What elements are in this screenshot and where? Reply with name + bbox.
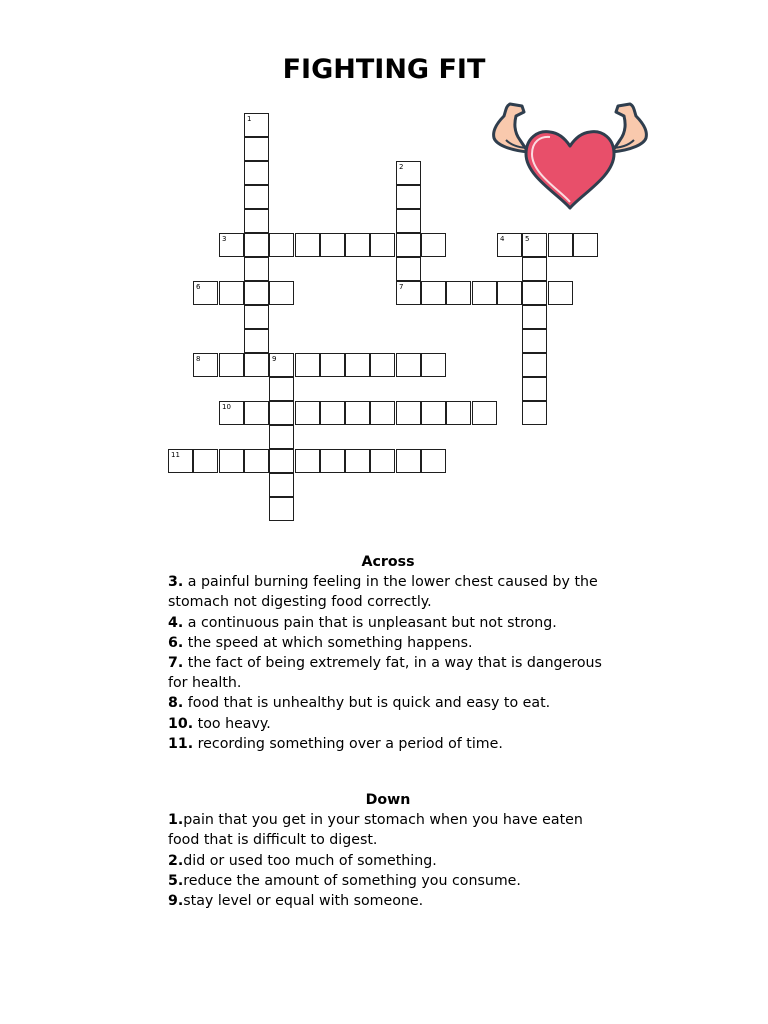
grid-cell[interactable] — [370, 353, 395, 377]
grid-cell[interactable] — [244, 161, 269, 185]
clue-number: 1 — [247, 115, 252, 123]
grid-cell[interactable] — [269, 281, 294, 305]
grid-cell[interactable] — [396, 233, 421, 257]
grid-cell[interactable] — [370, 233, 395, 257]
clue-across-11: 11. recording something over a period of time. — [168, 735, 503, 752]
grid-cell[interactable] — [295, 449, 320, 473]
grid-cell[interactable] — [193, 449, 218, 473]
grid-cell[interactable] — [269, 425, 294, 449]
grid-cell[interactable] — [193, 281, 218, 305]
across-heading: Across — [361, 554, 415, 570]
clue-across-6: 6. the speed at which something happens. — [168, 634, 473, 651]
grid-cell[interactable] — [497, 281, 522, 305]
grid-cell[interactable] — [522, 281, 547, 305]
grid-cell[interactable] — [244, 449, 269, 473]
grid-cell[interactable] — [269, 233, 294, 257]
clue-down-1: 1.pain that you get in your stomach when you have eaten food that is difficult to digest. — [168, 812, 583, 849]
grid-cell[interactable] — [345, 353, 370, 377]
grid-cell[interactable] — [269, 401, 294, 425]
grid-cell[interactable] — [219, 401, 244, 425]
grid-cell[interactable] — [421, 449, 446, 473]
grid-cell[interactable] — [320, 353, 345, 377]
grid-cell[interactable] — [345, 401, 370, 425]
grid-cell[interactable] — [244, 305, 269, 329]
grid-cell[interactable] — [497, 233, 522, 257]
clue-across-4: 4. a continuous pain that is unpleasant but not strong. — [168, 614, 557, 631]
grid-cell[interactable] — [219, 353, 244, 377]
grid-cell[interactable] — [345, 449, 370, 473]
grid-cell[interactable] — [396, 353, 421, 377]
clue-down-5: 5.reduce the amount of something you consume. — [168, 872, 521, 889]
clue-down-9: 9.stay level or equal with someone. — [168, 893, 424, 910]
grid-cell[interactable] — [219, 281, 244, 305]
clue-number: 4 — [500, 235, 505, 243]
grid-cell[interactable] — [522, 233, 547, 257]
grid-cell[interactable] — [522, 257, 547, 281]
grid-cell[interactable] — [396, 185, 421, 209]
grid-cell[interactable] — [472, 401, 497, 425]
grid-cell[interactable] — [269, 449, 294, 473]
grid-cell[interactable] — [244, 233, 269, 257]
grid-cell[interactable] — [548, 281, 573, 305]
grid-cell[interactable] — [522, 305, 547, 329]
clue-number: 7 — [399, 283, 404, 291]
clue-number: 3 — [222, 235, 227, 243]
grid-cell[interactable] — [396, 401, 421, 425]
grid-cell[interactable] — [421, 353, 446, 377]
page-title: FIGHTING FIT — [282, 54, 486, 85]
grid-cell[interactable] — [370, 449, 395, 473]
grid-cell[interactable] — [244, 281, 269, 305]
grid-cell[interactable] — [219, 233, 244, 257]
grid-cell[interactable] — [244, 113, 269, 137]
grid-cell[interactable] — [522, 401, 547, 425]
grid-cell[interactable] — [548, 233, 573, 257]
grid-cell[interactable] — [295, 353, 320, 377]
grid-cell[interactable] — [472, 281, 497, 305]
grid-cell[interactable] — [244, 185, 269, 209]
grid-cell[interactable] — [295, 233, 320, 257]
clue-number: 5 — [525, 235, 530, 243]
clue-number: 9 — [272, 355, 277, 363]
grid-cell[interactable] — [244, 353, 269, 377]
grid-cell[interactable] — [269, 497, 294, 521]
clue-across-8: 8. food that is unhealthy but is quick and easy to eat. — [168, 695, 551, 712]
clue-number: 11 — [171, 451, 180, 459]
clue-down-2: 2.did or used too much of something. — [168, 852, 437, 869]
grid-cell[interactable] — [446, 401, 471, 425]
grid-cell[interactable] — [421, 281, 446, 305]
grid-cell[interactable] — [421, 233, 446, 257]
grid-cell[interactable] — [573, 233, 598, 257]
grid-cell[interactable] — [295, 401, 320, 425]
grid-cell[interactable] — [396, 209, 421, 233]
grid-cell[interactable] — [320, 401, 345, 425]
clue-across-10: 10. too heavy. — [168, 715, 271, 732]
grid-cell[interactable] — [244, 209, 269, 233]
grid-cell[interactable] — [244, 401, 269, 425]
down-heading: Down — [365, 792, 411, 808]
grid-cell[interactable] — [370, 401, 395, 425]
clue-across-7: 7. the fact of being extremely fat, in a way that is dangerous for health. — [168, 655, 602, 692]
grid-cell[interactable] — [168, 449, 193, 473]
grid-cell[interactable] — [396, 257, 421, 281]
clue-number: 8 — [196, 355, 201, 363]
grid-cell[interactable] — [244, 137, 269, 161]
grid-cell[interactable] — [396, 161, 421, 185]
grid-cell[interactable] — [219, 449, 244, 473]
grid-cell[interactable] — [345, 233, 370, 257]
grid-cell[interactable] — [269, 377, 294, 401]
clue-number: 6 — [196, 283, 201, 291]
grid-cell[interactable] — [522, 353, 547, 377]
grid-cell[interactable] — [421, 401, 446, 425]
grid-cell[interactable] — [244, 257, 269, 281]
grid-cell[interactable] — [396, 449, 421, 473]
grid-cell[interactable] — [396, 281, 421, 305]
grid-cell[interactable] — [522, 377, 547, 401]
grid-cell[interactable] — [320, 449, 345, 473]
grid-cell[interactable] — [244, 329, 269, 353]
clue-number: 10 — [222, 403, 231, 411]
clue-across-3: 3. a painful burning feeling in the lower chest caused by the stomach not digesting food correctly. — [168, 574, 598, 611]
grid-cell[interactable] — [522, 329, 547, 353]
grid-cell[interactable] — [320, 233, 345, 257]
down-clues — [168, 790, 608, 911]
clue-number: 2 — [399, 163, 404, 171]
grid-cell[interactable] — [269, 473, 294, 497]
grid-cell[interactable] — [269, 353, 294, 377]
grid-cell[interactable] — [446, 281, 471, 305]
grid-cell[interactable] — [193, 353, 218, 377]
across-clues — [168, 552, 608, 754]
